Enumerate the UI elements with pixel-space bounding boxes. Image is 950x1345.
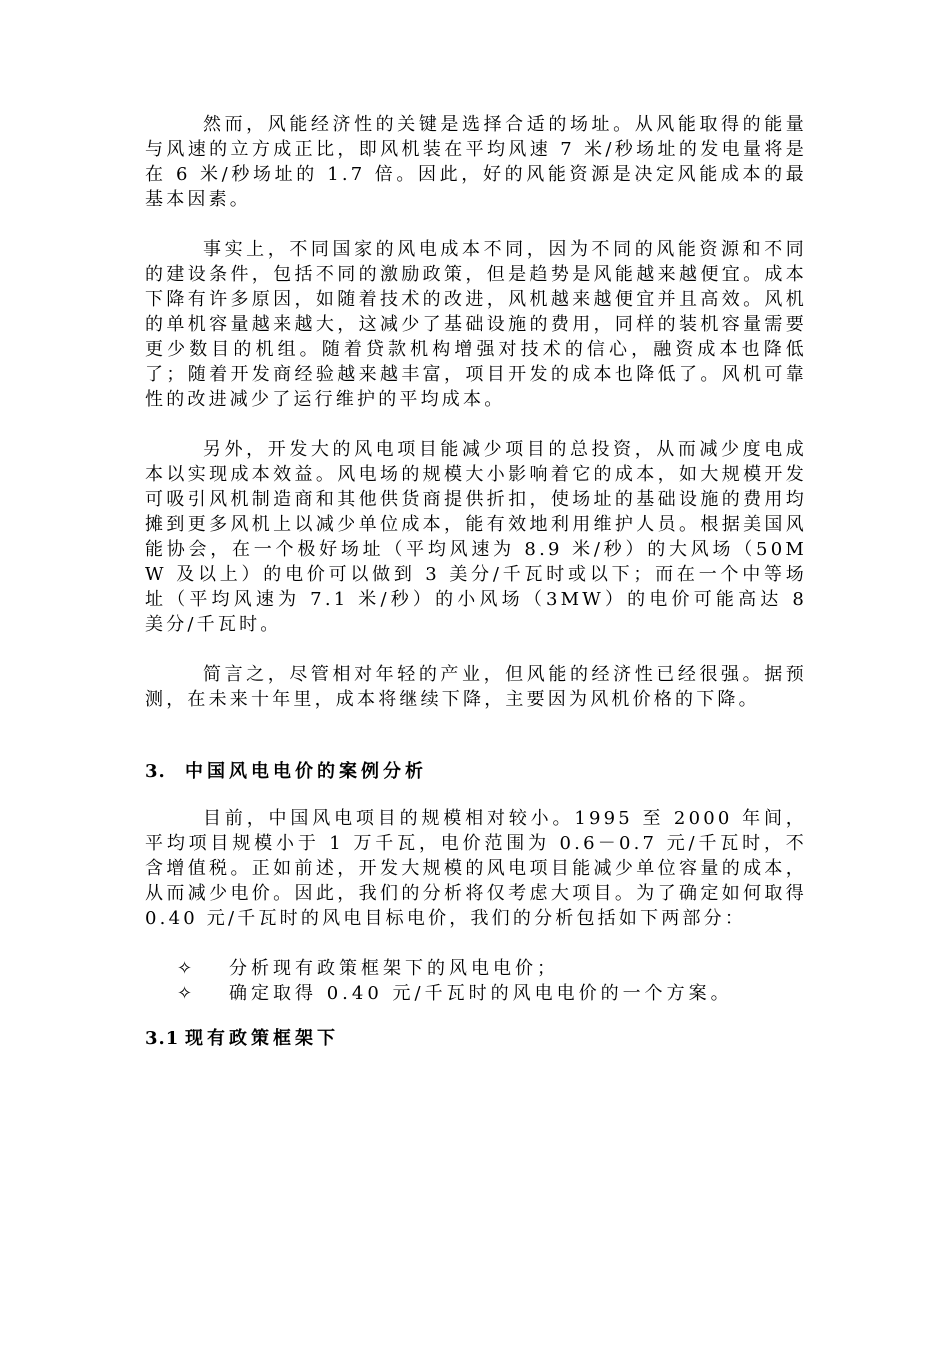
section-3-1-heading [145, 1026, 807, 1051]
paragraph-project-scale: 另外，开发大的风电项目能减少项目的总投资，从而减少度电成本以实现成本效益。风电场的规模大小影响着它的成本，如大规模开发可吸引风机制造商和其他供货商提供折扣，使场址的基础设施的费用均摊到更多风机上以减少单位成本，能有效地利用维护人员。根据美国风能协会，在一个极好场址（平均风速为 8.9 米/秒）的大风场（50MW 及以上）的电价可以做到 3 美分/千瓦时或以下；而在一个中等场址（平均风速为 7.1 米/秒）的小风场（3MW）的电价可能高达 8 美分/千瓦时。 [145, 439, 807, 635]
paragraph-site-selection: 然而，风能经济性的关键是选择合适的场址。从风能取得的能量与风速的立方成正比，即风机装在平均风速 7 米/秒场址的发电量将是在 6 米/秒场址的 1.7 倍。因此，好的风能资源是决定风能成本的最基本因素。 [145, 114, 807, 210]
section-3-paragraph: 目前，中国风电项目的规模相对较小。1995 至 2000 年间，平均项目规模小于 1 万千瓦，电价范围为 0.6－0.7 元/千瓦时，不含增值税。正如前述，开发大规模的风电项目能减少单位容量的成本，从而减少电价。因此，我们的分析将仅考虑大项目。为了确定如何取得 0.40 元/千瓦时的风电目标电价，我们的分析包括如下两部分： [145, 808, 807, 929]
section-3-title: 中国风电电价的案例分析 [185, 761, 427, 782]
diamond-bullet-icon: ✧ [177, 983, 197, 1004]
document-page [145, 112, 807, 1051]
paragraph-cost-trend: 事实上，不同国家的风电成本不同，因为不同的风能资源和不同的建设条件，包括不同的激励政策，但是趋势是风能越来越便宜。成本下降有许多原因，如随着技术的改进，风机越来越便宜并且高效。风机的单机容量越来越大，这减少了基础设施的费用，同样的装机容量需要更少数目的机组。随着贷款机构增强对技术的信心，融资成本也降低了；随着开发商经验越来越丰富，项目开发的成本也降低了。风机可靠性的改进减少了运行维护的平均成本。 [145, 239, 807, 410]
section-3-1-title: 现有政策框架下 [185, 1028, 339, 1049]
diamond-bullet-icon: ✧ [177, 958, 197, 979]
analysis-bullet-list [145, 956, 807, 1006]
section-3-1-number: 3.1 [145, 1028, 180, 1049]
list-item-text: 确定取得 0.40 元/千瓦时的风电电价的一个方案。 [229, 983, 733, 1004]
paragraph-summary: 简言之，尽管相对年轻的产业，但风能的经济性已经很强。据预测，在未来十年里，成本将继续下降，主要因为风机价格的下降。 [145, 664, 807, 710]
section-3-number: 3. [145, 761, 166, 782]
list-item-text: 分析现有政策框架下的风电电价； [229, 958, 559, 979]
list-item [145, 956, 807, 981]
list-item [145, 981, 807, 1006]
section-3-heading [145, 759, 807, 784]
